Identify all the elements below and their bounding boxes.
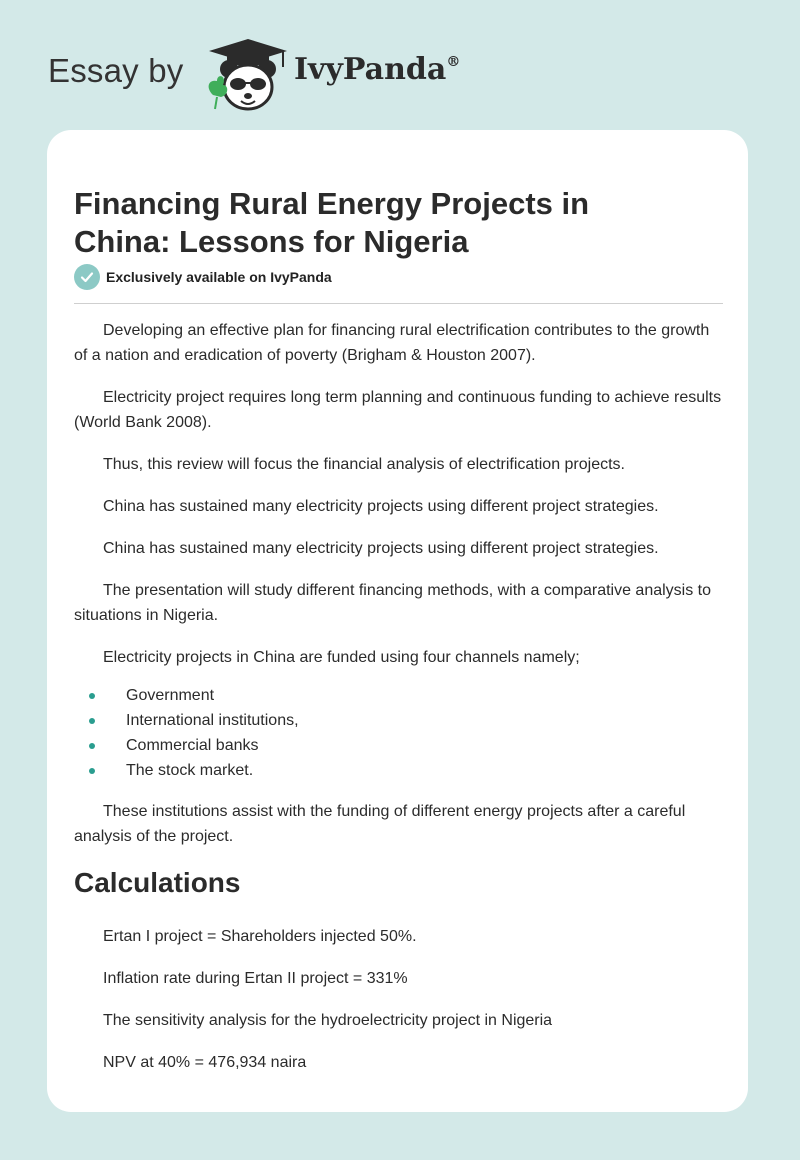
site-header [48, 30, 748, 110]
calculation-line: The sensitivity analysis for the hydroelectricity project in Nigeria [103, 1012, 553, 1029]
exclusive-label: Exclusively available on IvyPanda [106, 269, 332, 285]
calculation-line: NPV at 40% = 476,934 naira [103, 1054, 307, 1071]
calculation-line: Inflation rate during Ertan II project = 331% [103, 970, 408, 987]
paragraph: These institutions assist with the funding of different energy projects after a careful analysis of the project. [74, 803, 686, 845]
paragraph: Developing an effective plan for financing rural electrification contributes to the growth of a nation and eradication of poverty (Brigham & Houston 2007). [74, 322, 710, 364]
list-item: Commercial banks [74, 733, 724, 758]
paragraph: Thus, this review will focus the financial analysis of electrification projects. [103, 456, 625, 473]
funding-channel-list [74, 683, 724, 783]
page-title: Financing Rural Energy Projects in China: Lessons for Nigeria [74, 185, 590, 259]
registered-mark: ® [446, 54, 461, 70]
article-body [74, 318, 724, 1092]
essay-card [47, 130, 748, 1112]
check-icon [74, 264, 100, 290]
panda-graduate-icon[interactable] [203, 35, 293, 113]
list-item: International institutions, [74, 708, 724, 733]
list-item: Government [74, 683, 724, 708]
section-heading: Calculations [74, 867, 241, 898]
essay-by-label: Essay by [48, 52, 184, 89]
paragraph: China has sustained many electricity projects using different project strategies. [103, 498, 659, 515]
paragraph: The presentation will study different financing methods, with a comparative analysis to situations in Nigeria. [74, 582, 712, 624]
exclusive-badge [74, 263, 332, 291]
calculation-line: Ertan I project = Shareholders injected 50%. [103, 928, 417, 945]
list-item: The stock market. [74, 758, 724, 783]
paragraph: Electricity project requires long term planning and continuous funding to achieve results (World Bank 2008). [74, 389, 722, 431]
paragraph: China has sustained many electricity projects using different project strategies. [103, 540, 659, 557]
brand-name[interactable]: IvyPanda® [294, 52, 461, 87]
paragraph: Electricity projects in China are funded using four channels namely; [103, 649, 580, 666]
divider [74, 303, 723, 304]
